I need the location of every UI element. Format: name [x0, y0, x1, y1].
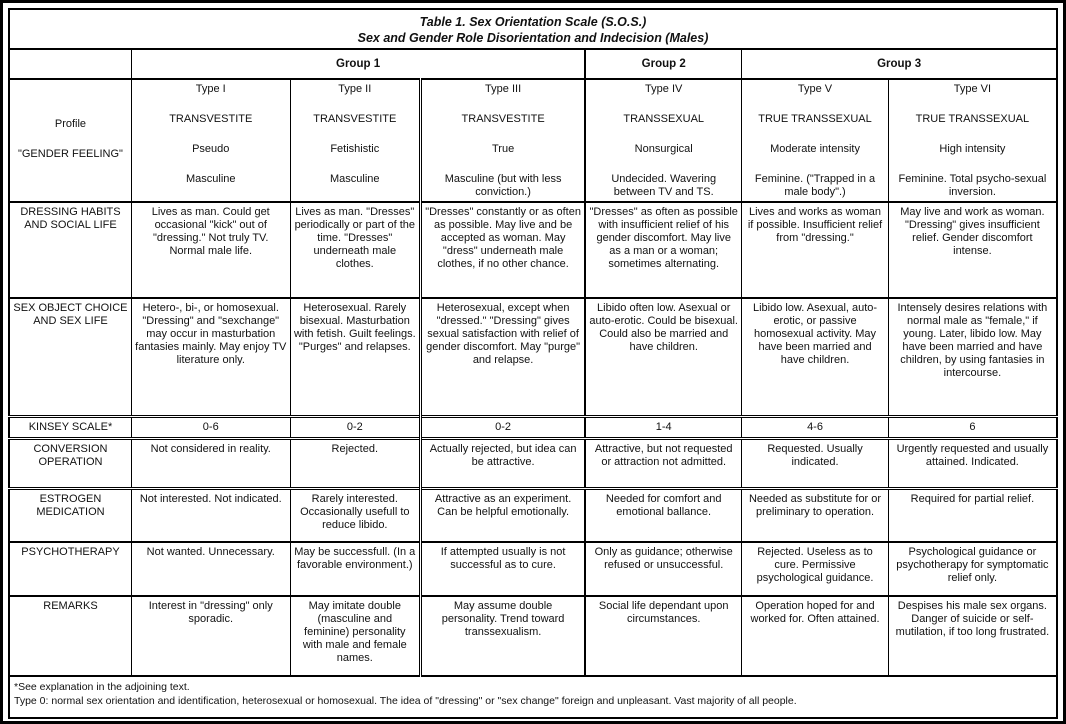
type-number: Type IV — [645, 83, 683, 95]
table-cell: Attractive as an experiment. Can be helpful emotionally. — [421, 488, 586, 542]
group-2-header: Group 2 — [585, 49, 742, 79]
table-cell: May live and work as woman. "Dressing" gives insufficient relief. Gender discomfort intense. — [888, 202, 1057, 298]
table-cell: "Dresses" constantly or as often as possible. May live and be accepted as woman. May "dress" underneath male clothes, if no other chance. — [421, 202, 586, 298]
type-intensity: Nonsurgical — [634, 143, 693, 155]
psychotherapy-row — [9, 542, 1057, 596]
type-intensity: High intensity — [939, 143, 1006, 155]
table-cell: Required for partial relief. — [888, 488, 1057, 542]
table-cell: Actually rejected, but idea can be attractive. — [421, 438, 586, 488]
table-cell: Not considered in reality. — [131, 438, 290, 488]
type-name: TRUE TRANSSEXUAL — [915, 113, 1030, 125]
table-cell: Rejected. Useless as to cure. Permissive psychological guidance. — [742, 542, 889, 596]
profile-cell-type-2 — [290, 79, 420, 202]
sos-table — [8, 8, 1058, 719]
table-cell: Hetero-, bi-, or homosexual. "Dressing" and "sexchange" may occur in masturbation fantasies mainly. May enjoy TV literature only. — [131, 298, 290, 416]
table-cell: 0-2 — [421, 416, 586, 438]
profile-cell-type-4 — [585, 79, 742, 202]
table-title — [9, 9, 1057, 49]
row-label-psychotherapy: PSYCHOTHERAPY — [9, 542, 131, 596]
profile-label-line-2: "GENDER FEELING" — [17, 148, 123, 160]
table-cell: Heterosexual, except when "dressed." "Dressing" gives sexual satisfaction with relief of gender discomfort. May "purge" and relapse. — [421, 298, 586, 416]
type-feeling: Masculine — [330, 173, 380, 185]
type-number: Type VI — [953, 83, 992, 95]
footnote-line-2: Type 0: normal sex orientation and identification, heterosexual or homosexual. The idea of "dressing" or "sex change" foreign and unpleasant. Vast majority of all people. — [14, 695, 797, 707]
row-label-dressing-habits: DRESSING HABITS AND SOCIAL LIFE — [9, 202, 131, 298]
type-feeling: Feminine. Total psycho-sexual inversion. — [898, 173, 1047, 198]
remarks-row — [9, 596, 1057, 676]
table-cell: Lives as man. "Dresses" periodically or part of the time. "Dresses" underneath male clothes. — [290, 202, 420, 298]
row-label-sex-object-choice: SEX OBJECT CHOICE AND SEX LIFE — [9, 298, 131, 416]
type-intensity: True — [491, 143, 515, 155]
type-name: TRANSVESTITE — [313, 113, 397, 125]
group-1-header: Group 1 — [131, 49, 585, 79]
profile-label-line-1: Profile — [54, 118, 87, 130]
type-number: Type V — [797, 83, 833, 95]
table-cell: Requested. Usually indicated. — [742, 438, 889, 488]
type-name: TRANSSEXUAL — [623, 113, 705, 125]
table-cell: Rejected. — [290, 438, 420, 488]
table-cell: Not wanted. Unnecessary. — [131, 542, 290, 596]
profile-cell-type-6 — [888, 79, 1057, 202]
table-cell: 1-4 — [585, 416, 742, 438]
row-label-profile — [9, 79, 131, 202]
table-cell: Despises his male sex organs. Danger of suicide or self-mutilation, if too long frustrated. — [888, 596, 1057, 676]
profile-cell-type-3 — [421, 79, 586, 202]
sex-object-choice-row — [9, 298, 1057, 416]
table-cell: May be successfull. (In a favorable environment.) — [290, 542, 420, 596]
group-header-empty-cell — [9, 49, 131, 79]
group-header-row — [9, 49, 1057, 79]
table-cell: Lives and works as woman if possible. Insufficient relief from "dressing." — [742, 202, 889, 298]
type-name: TRUE TRANSSEXUAL — [758, 113, 872, 125]
type-name: TRANSVESTITE — [169, 113, 253, 125]
table-cell: Libido often low. Asexual or auto-erotic. Could be bisexual. Could also be married and have children. — [585, 298, 742, 416]
table-cell: Only as guidance; otherwise refused or unsuccessful. — [585, 542, 742, 596]
type-feeling: Masculine (but with less conviction.) — [444, 173, 562, 198]
type-number: Type III — [485, 83, 522, 95]
row-label-estrogen-medication: ESTROGEN MEDICATION — [9, 488, 131, 542]
type-feeling: Masculine — [185, 173, 236, 185]
row-label-kinsey-scale: KINSEY SCALE* — [9, 416, 131, 438]
table-cell: Not interested. Not indicated. — [131, 488, 290, 542]
table-cell: Interest in "dressing" only sporadic. — [131, 596, 290, 676]
type-name: TRANSVESTITE — [461, 113, 545, 125]
table-title-row — [9, 9, 1057, 49]
table-cell: Social life dependant upon circumstances. — [585, 596, 742, 676]
table-cell: If attempted usually is not successful as to cure. — [421, 542, 586, 596]
conversion-operation-row — [9, 438, 1057, 488]
type-feeling: Undecided. Wavering between TV and TS. — [611, 173, 717, 198]
profile-cell-type-5 — [742, 79, 889, 202]
footnotes — [9, 676, 1057, 718]
table-cell: Needed for comfort and emotional ballance. — [585, 488, 742, 542]
title-line-2: Sex and Gender Role Disorientation and Indecision (Males) — [357, 30, 709, 45]
table-cell: Lives as man. Could get occasional "kick" out of "dressing." Not truly TV. Normal male life. — [131, 202, 290, 298]
table-cell: 0-2 — [290, 416, 420, 438]
table-cell: Libido low. Asexual, auto-erotic, or passive homosexual activity. May have been married and have children. — [742, 298, 889, 416]
table-cell: Needed as substitute for or preliminary to operation. — [742, 488, 889, 542]
table-cell: Intensely desires relations with normal male as "female," if young. Later, libido low. May have been married and have children, by using fantasies in intercourse. — [888, 298, 1057, 416]
type-number: Type I — [195, 83, 226, 95]
title-line-1: Table 1. Sex Orientation Scale (S.O.S.) — [419, 14, 647, 29]
table-cell: Urgently requested and usually attained. Indicated. — [888, 438, 1057, 488]
type-feeling: Feminine. ("Trapped in a male body".) — [754, 173, 876, 198]
table-cell: 4-6 — [742, 416, 889, 438]
footnote-row — [9, 676, 1057, 718]
table-cell: Heterosexual. Rarely bisexual. Masturbation with fetish. Guilt feelings. "Purges" and relapses. — [290, 298, 420, 416]
estrogen-medication-row — [9, 488, 1057, 542]
profile-cell-type-1 — [131, 79, 290, 202]
group-3-header: Group 3 — [742, 49, 1057, 79]
table-cell: 0-6 — [131, 416, 290, 438]
table-cell: 6 — [888, 416, 1057, 438]
table-cell: Psychological guidance or psychotherapy for symptomatic relief only. — [888, 542, 1057, 596]
table-cell: May imitate double (masculine and feminine) personality with male and female names. — [290, 596, 420, 676]
type-intensity: Moderate intensity — [770, 143, 860, 155]
profile-row — [9, 79, 1057, 202]
dressing-habits-row — [9, 202, 1057, 298]
footnote-line-1: *See explanation in the adjoining text. — [14, 681, 190, 693]
type-intensity: Pseudo — [192, 143, 230, 155]
table-cell: May assume double personality. Trend toward transsexualism. — [421, 596, 586, 676]
table-cell: Rarely interested. Occasionally usefull to reduce libido. — [290, 488, 420, 542]
row-label-conversion-operation: CONVERSION OPERATION — [9, 438, 131, 488]
kinsey-scale-row — [9, 416, 1057, 438]
table-cell: "Dresses" as often as possible with insufficient relief of his gender discomfort. May live as a man or a woman; sometimes alternating. — [585, 202, 742, 298]
type-intensity: Fetishistic — [330, 143, 380, 155]
table-cell: Attractive, but not requested or attraction not admitted. — [585, 438, 742, 488]
type-number: Type II — [338, 83, 372, 95]
table-cell: Operation hoped for and worked for. Often attained. — [742, 596, 889, 676]
row-label-remarks: REMARKS — [9, 596, 131, 676]
